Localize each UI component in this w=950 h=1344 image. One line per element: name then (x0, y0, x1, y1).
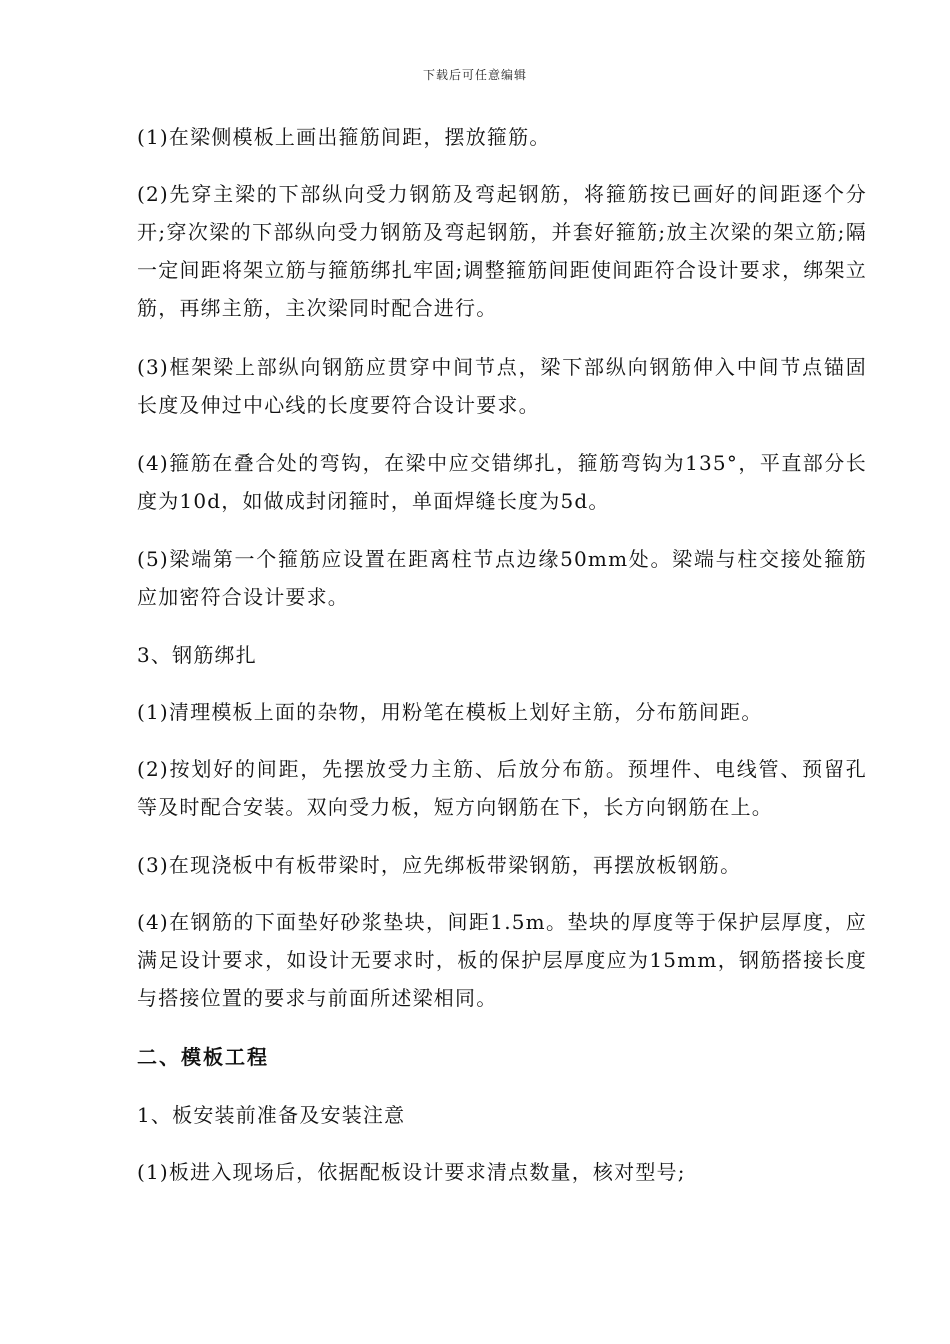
paragraph-1: (1)在梁侧模板上画出箍筋间距，摆放箍筋。 (137, 125, 551, 149)
paragraph-3: (3)框架梁上部纵向钢筋应贯穿中间节点，梁下部纵向钢筋伸入中间节点锚固长度及伸过中心线的长度要符合设计要求。 (137, 355, 867, 417)
paragraph-8: (3)在现浇板中有板带梁时，应先绑板带梁钢筋，再摆放板钢筋。 (137, 853, 742, 877)
page-header: 下载后可任意编辑 (422, 68, 527, 82)
paragraph-2: (2)先穿主梁的下部纵向受力钢筋及弯起钢筋，将箍筋按已画好的间距逐个分开;穿次梁的下部纵向受力钢筋及弯起钢筋，并套好箍筋;放主次梁的架立筋;隔一定间距将架立筋与箍筋绑扎牢固;调整箍筋间距使间距符合设计要求，绑架立筋，再绑主筋，主次梁同时配合进行。 (137, 182, 867, 320)
paragraph-5: (5)梁端第一个箍筋应设置在距离柱节点边缘50mm处。梁端与柱交接处箍筋应加密符合设计要求。 (137, 547, 867, 609)
paragraph-7: (2)按划好的间距，先摆放受力主筋、后放分布筋。预埋件、电线管、预留孔等及时配合安装。双向受力板，短方向钢筋在下，长方向钢筋在上。 (137, 757, 867, 819)
paragraph-4: (4)箍筋在叠合处的弯钩，在梁中应交错绑扎，箍筋弯钩为135°，平直部分长度为10d，如做成封闭箍时，单面焊缝长度为5d。 (137, 451, 867, 513)
paragraph-10: (1)板进入现场后，依据配板设计要求清点数量，核对型号; (137, 1160, 686, 1184)
paragraph-6: (1)清理模板上面的杂物，用粉笔在模板上划好主筋，分布筋间距。 (137, 700, 763, 724)
paragraph-9: (4)在钢筋的下面垫好砂浆垫块，间距1.5m。垫块的厚度等于保护层厚度，应满足设计要求，如设计无要求时，板的保护层厚度应为15mm，钢筋搭接长度与搭接位置的要求与前面所述梁相同。 (137, 910, 867, 1010)
subsection-heading: 1、板安装前准备及安装注意 (137, 1103, 406, 1127)
section-heading-rebar-binding: 3、钢筋绑扎 (137, 643, 257, 667)
section-heading-formwork: 二、模板工程 (137, 1045, 269, 1069)
